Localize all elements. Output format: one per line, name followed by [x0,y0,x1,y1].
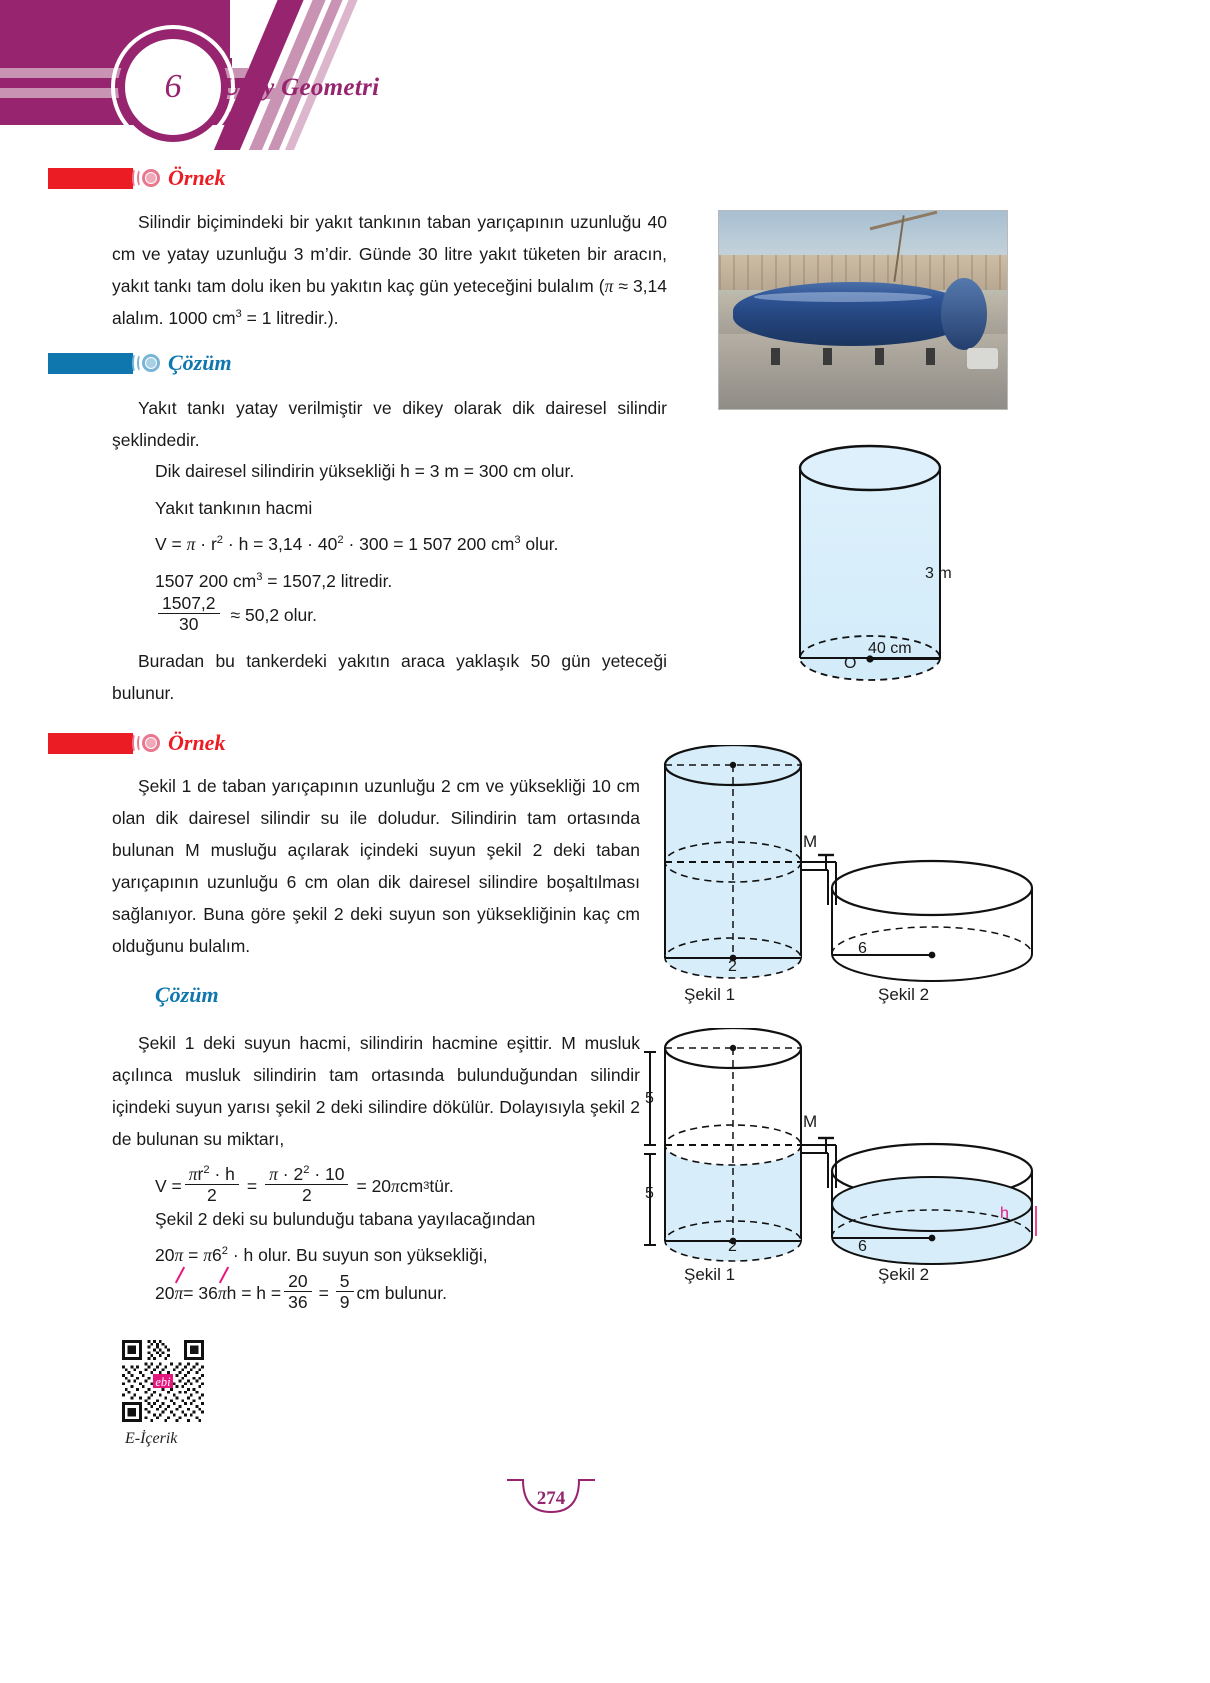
example-1-text: Silindir biçimindeki bir yakıt tankının taban yarıçapının uzunluğu 40 cm ve yatay uzunluğu 3 m’dir. Günde 30 litre yakıt tüketen bir aracın, yakıt tankı tam dolu iken bu yakıtın kaç gün yeteceğini bulalım (π ≈ 3,14 alalım. 1000 $cm^3 = 1$ litredir.). [112,212,667,328]
solution-1-equation-3: $\frac{1507,2}{30}$ ≈ 50,2 olur. [155,594,317,635]
solution-2-equation-2: $20\pi = \pi 6^2 \cdot h$ olur. Bu suyun son yüksekliği, [155,1245,488,1265]
figure1-height-label: 3 m [925,565,952,582]
chapter-number: 6 [164,68,182,105]
solution-1-equation-1: $V = \pi \cdot r^2 \cdot h = 3,14 \cdot 40^2 \cdot 300 = 1$ 507 200 $cm^3$ olur. [155,534,559,554]
fraction-1: $\frac{\pi r^2 \cdot h}{2}$ [185,1164,239,1205]
solution-1-line-3: Yakıt tankının hacmi [155,498,313,518]
figure1-radius-label: 40 cm [868,640,912,657]
fuel-tank-photo [718,210,1008,410]
figure3-radius-right: 6 [858,1238,867,1255]
solution-1-label: Çözüm [168,350,232,375]
figure-two-cylinders-full [640,745,1060,1000]
solution-1-line-2: Dik dairesel silindirin yüksekliği h = 3 m = 300 cm olur. [155,461,575,481]
page-number: 274 [536,1488,566,1509]
qr-brand-text: ebi [155,1374,171,1389]
fraction-4: $\frac{5}{9}$ [336,1271,354,1312]
figure-two-cylinders-half [640,1028,1060,1283]
fraction-2: $\frac{\pi \cdot 2^2 \cdot 10}{2}$ [265,1164,348,1205]
solution-2-label: Çözüm [155,982,219,1007]
solution-1-heading [48,350,232,376]
fraction-3: $\frac{20}{36}$ [284,1271,311,1312]
figure2-caption-right: Şekil 2 [878,985,930,1004]
qr-code[interactable] [122,1340,204,1422]
example-1-heading [48,165,225,191]
figure3-height-lower: 5 [645,1185,654,1202]
target-icon [132,350,162,376]
figure1-center-label: O [844,655,857,672]
figure-cylinder-tank [760,440,1020,705]
target-icon [132,165,162,191]
figure3-caption-left: Şekil 1 [684,1265,736,1284]
solution-1-line-4: Buradan bu tankerdeki yakıtın araca yaklaşık 50 gün yeteceği bulunur. [112,651,667,703]
figure3-radius-left: 2 [728,1238,737,1255]
figure3-tap-label: M [803,1112,818,1131]
figure3-caption-right: Şekil 2 [878,1265,930,1284]
heading-bar [48,733,133,754]
example-2-heading [48,730,225,756]
solution-2-equation-1: V = $\frac{\pi r^2 \cdot h}{2}$ = $\frac{\pi \cdot 2^2 \cdot 10}{2}$ = 20 π cm 3 tür. [155,1164,454,1206]
heading-bar [48,353,133,374]
target-icon [132,730,162,756]
cancelled-pi-1: π [174,1278,183,1308]
solution-2-equation-3: 20 π = 36 π h = h = $\frac{20}{36}$ = $\frac{5}{9}$ cm bulunur. [155,1272,447,1313]
figure3-water-height-label: h [1000,1205,1009,1222]
figure2-tap-label: M [803,832,818,851]
figure3-height-upper: 5 [645,1090,654,1107]
fraction: $\frac{1507,2}{30}$ [158,593,220,634]
example-1-label: Örnek [168,165,226,190]
heading-bar [48,168,133,189]
solution-2-line-b: Şekil 2 deki su bulunduğu tabana yayılacağından [155,1209,536,1229]
figure2-radius-left: 2 [728,958,737,975]
figure2-caption-left: Şekil 1 [684,985,736,1004]
example-2-label: Örnek [168,730,226,755]
solution-1-line-1: Yakıt tankı yatay verilmiştir ve dikey olarak dik dairesel silindir şeklindedir. [112,398,667,450]
example-2-text: Şekil 1 de taban yarıçapının uzunluğu 2 cm ve yüksekliği 10 cm olan dik dairesel silindir su ile doludur. Silindirin tam ortasında bulunan M musluğu açılarak içindeki suyun şekil 2 deki taban yarıçapının uzunluğu 6 cm olan dik dairesel silindire boşaltılması sağlanıyor. Buna göre şekil 2 deki suyun son yüksekliğinin kaç cm olduğunu bulalım. [112,776,640,956]
cancelled-pi-2: π [218,1278,227,1308]
chapter-badge [118,32,228,142]
qr-label: E-İçerik [125,1430,178,1447]
figure2-radius-right: 6 [858,940,867,957]
solution-2-text: Şekil 1 deki suyun hacmi, silindirin hacmine eşittir. M musluk açılınca musluk silindirin tam ortasında bulunduğundan silindir içindeki suyun yarısı şekil 2 deki silindire dökülür. Dolayısıyla şekil 2 de bulunan su miktarı, [112,1033,640,1149]
chapter-title: Uzay Geometri [222,74,380,101]
solution-1-equation-2: 1507 200 $cm^3 = 1507,2$ litredir. [155,571,393,591]
